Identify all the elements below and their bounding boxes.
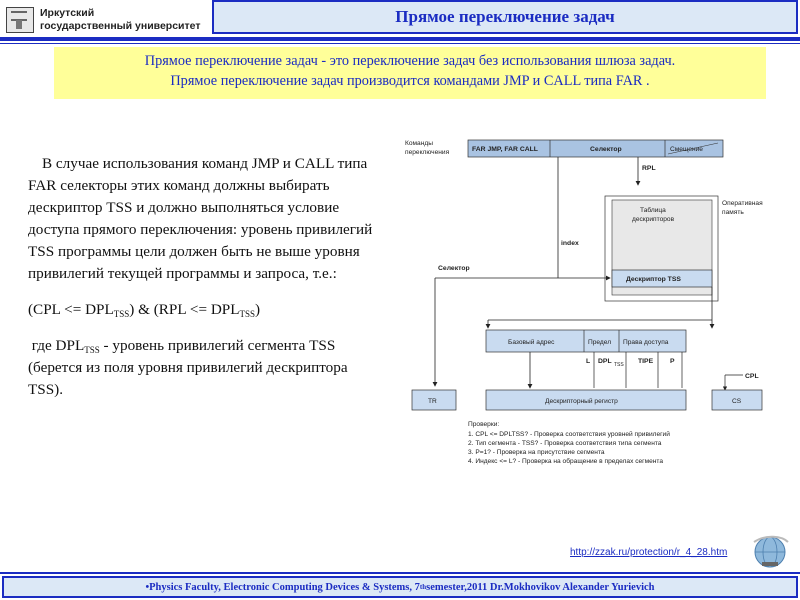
note-part-a: где DPL [31, 337, 85, 354]
footer-text-a: •Physics Faculty, Electronic Computing Devices & Systems, 7 [145, 581, 420, 593]
type-label: TIPE [638, 358, 654, 365]
descriptor-register-label: Дескрипторный регистр [545, 398, 618, 405]
globe-icon [748, 528, 792, 572]
access-rights-field: Права доступа [623, 339, 669, 346]
p-label: P [670, 358, 675, 365]
university-logo [2, 3, 210, 33]
header-divider-thin [0, 43, 800, 44]
table-label-2: дескрипторов [632, 216, 675, 223]
table-label-1: Таблица [640, 207, 666, 214]
dpl-sub-label: TSS [614, 362, 624, 368]
slide-title: Прямое переключение задач [212, 0, 798, 34]
ram-label-1: Оперативная [722, 200, 763, 207]
far-jmp-call-field: FAR JMP, FAR CALL [472, 146, 538, 153]
ram-label-2: память [722, 209, 744, 216]
intro-line-1: Прямое переключение задач - это переключение задач без использования шлюза задач. [144, 53, 676, 69]
intro-line-2: Прямое переключение задач производится командами JMP и CALL типа FAR . [170, 73, 650, 89]
commands-label-1: Команды [405, 140, 433, 147]
privilege-formula [28, 299, 378, 321]
formula-part-a: (CPL <= DPL [28, 301, 114, 318]
task-switch-diagram [400, 130, 795, 465]
offset-field: Смещение [670, 146, 703, 153]
l-label: L [586, 358, 591, 365]
rpl-label: RPL [642, 165, 656, 172]
selector-field: Селектор [590, 146, 622, 153]
note-part-b: - уровень привилегий сегмента TSS (берется из поля уровня привилегий дескриптора TSS). [28, 337, 348, 398]
tss-descriptor-label: Дескриптор TSS [626, 276, 681, 283]
cs-label: CS [732, 398, 742, 405]
formula-part-c: ) [255, 301, 261, 318]
check-2: 2. Тип сегмента - TSS? - Проверка соответствия типа сегмента [468, 440, 662, 447]
footer-text-b: semester,2011 Dr.Mokhovikov Alexander Yurievich [426, 581, 655, 593]
source-link[interactable]: http://zzak.ru/protection/r_4_28.htm [570, 547, 728, 558]
note-sub: TSS [84, 345, 100, 355]
tr-label: TR [428, 398, 437, 405]
university-emblem-icon [6, 7, 34, 33]
index-label: index [561, 240, 579, 247]
footer-divider [0, 572, 800, 574]
selector-arrow-label: Селектор [438, 265, 470, 272]
commands-label-2: переключения [405, 149, 450, 156]
check-4: 4. Индекс <= L? - Проверка на обращение в пределах сегмента [468, 458, 664, 465]
header-divider [0, 37, 800, 41]
body-text [28, 153, 378, 401]
check-3: 3. P=1? - Проверка на присутствие сегмента [468, 449, 605, 456]
dpl-note [28, 335, 378, 401]
intro-definition-box [54, 47, 766, 99]
limit-field: Предел [588, 339, 612, 346]
cpl-label: CPL [745, 373, 759, 380]
body-paragraph: В случае использования команд JMP и CALL типа FAR селекторы этих команд должны выбирать дескриптор TSS и должно выполняться условие доступа прямого переключения: уровень привилегий TSS программы цели должен быть не выше уровня привилегий текущей программы и запроса, т.е.: [28, 155, 373, 282]
check-1: 1. CPL <= DPLTSS? - Проверка соответствия уровней привилегий [468, 431, 670, 438]
logo-line-1: Иркутский [40, 7, 95, 19]
base-address-field: Базовый адрес [508, 339, 555, 346]
footer-bar: •Physics Faculty, Electronic Computing Devices & Systems, 7 th semester,2011 Dr.Mokhovikov Alexander Yurievich [2, 576, 798, 598]
formula-sub-2: TSS [239, 309, 256, 319]
logo-line-2: государственный университет [40, 20, 201, 32]
formula-sub-1: TSS [113, 309, 130, 319]
dpl-label: DPL [598, 358, 612, 365]
formula-part-b: ) & (RPL <= DPL [129, 301, 240, 318]
checks-title: Проверки: [468, 421, 500, 428]
